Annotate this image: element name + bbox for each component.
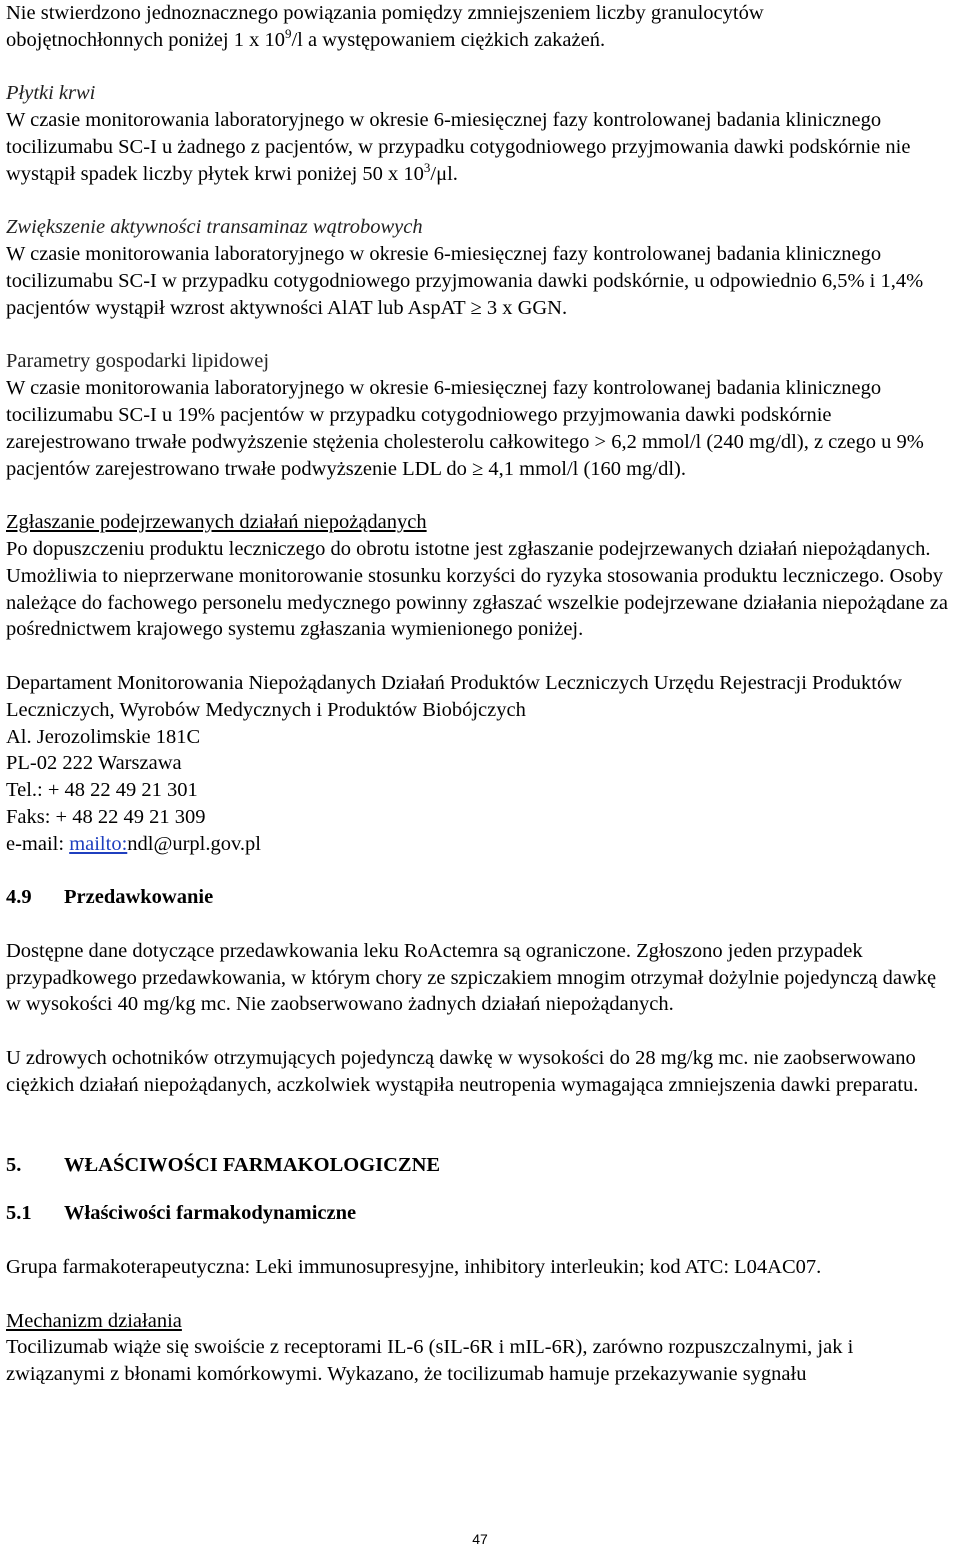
mailto-link[interactable]: mailto: [69,832,128,855]
reporting-heading: Zgłaszanie podejrzewanych działań niepożądanych [6,511,427,534]
overdose-paragraph-2: U zdrowych ochotników otrzymujących pojedynczą dawkę w wysokości do 28 mg/kg mc. nie zaobserwowano ciężkich działań niepożądanych, aczkolwiek wystąpiła neutropenia wymagająca zmniejszenia dawki preparatu. [6,1047,919,1096]
intro-line-2: obojętnochłonnych poniżej 1 x 10 [6,28,285,51]
address-fax: Faks: + 48 22 49 21 309 [6,805,206,828]
intro-exponent: 9 [284,25,292,41]
page-number: 47 [472,1531,488,1547]
lipids-heading: Parametry gospodarki lipidowej [6,350,270,373]
platelets-heading: Płytki krwi [6,82,96,105]
pharmacotherapeutic-group: Grupa farmakoterapeutyczna: Leki immunosupresyjne, inhibitory interleukin; kod ATC: L04AC07. [6,1256,822,1279]
platelets-text: W czasie monitorowania laboratoryjnego w okresie 6-miesięcznej fazy kontrolowanej badania klinicznego tocilizumabu SC-I u żadnego z pacjentów, w przypadku cotygodniowego przyjmowania dawki podskórnie nie wystąpił spadek liczby płytek krwi poniżej 50 x $10^3/\mu l$. [6,109,911,185]
section-5-1-heading: 5.1 Właściwości farmakodynamiczne [6,1202,357,1225]
reporting-text: Po dopuszczeniu produktu leczniczego do obrotu istotne jest zgłaszanie podejrzewanych działań niepożądanych. Umożliwia to nieprzerwane monitorowanie stosunku korzyści do ryzyka stosowania produktu leczniczego. Osoby należące do fachowego personelu medycznego powinny zgłaszać wszelkie podejrzewane działania niepożądane za pośrednictwem krajowego systemu zgłaszania wymienionego poniżej. [6,537,948,641]
intro-paragraph [6,0,956,54]
mechanism-heading: Mechanizm działania [6,1309,182,1332]
overdose-paragraph-1: Dostępne dane dotyczące przedawkowania leku RoActemra są ograniczone. Zgłoszono jeden przypadek przypadkowego przedawkowania, w którym chory ze szpiczakiem mnogim otrzymał dożylnie pojedynczą dawkę w wysokości 40 mg/kg mc. Nie zaobserwowano żadnych działań niepożądanych. [6,939,937,1016]
intro-line-2-end: /l a występowaniem ciężkich zakażeń. [291,28,606,51]
email-address: ndl@urpl.gov.pl [127,832,261,855]
address-email: e-mail: mailto:ndl@urpl.gov.pl [6,832,261,855]
address-street: Al. Jerozolimskie 181C [6,725,201,748]
address-city: PL-02 222 Warszawa [6,752,182,775]
section-5-heading: 5. WŁAŚCIWOŚCI FARMAKOLOGICZNE [6,1153,441,1176]
section-4-9-heading: 4.9 Przedawkowanie [6,886,214,909]
address-phone: Tel.: + 48 22 49 21 301 [6,779,198,802]
transaminases-text: W czasie monitorowania laboratoryjnego w okresie 6-miesięcznej fazy kontrolowanej badania klinicznego tocilizumabu SC-I w przypadku cotygodniowego przyjmowania dawki podskórnie, u odpowiednio 6,5% i 1,4% pacjentów wystąpił wzrost aktywności AlAT lub AspAT ≥ 3 x GGN. [6,243,924,319]
platelets-exponent: 3 [423,159,431,175]
mechanism-text: Tocilizumab wiąże się swoiście z receptorami IL-6 (sIL-6R i mIL-6R), zarówno rozpuszczalnymi, jak i związanymi z błonami komórkowymi. Wykazano, że tocilizumab hamuje przekazywanie sygnału [6,1336,854,1386]
transaminases-heading: Zwiększenie aktywności transaminaz wątrobowych [6,216,423,239]
reporting-organization: Departament Monitorowania Niepożądanych Działań Produktów Leczniczych Urzędu Rejestracji Produktów Leczniczych, Wyrobów Medycznych i Produktów Biobójczych [6,671,902,721]
intro-line-1: Nie stwierdzono jednoznacznego powiązania pomiędzy zmniejszeniem liczby granulocytów [6,2,764,24]
lipids-text: W czasie monitorowania laboratoryjnego w okresie 6-miesięcznej fazy kontrolowanej badania klinicznego tocilizumabu SC-I u 19% pacjentów w przypadku cotygodniowego przyjmowania dawki podskórnie zarejestrowano trwałe podwyższenie stężenia cholesterolu całkowitego > 6,2 mmol/l (240 mg/dl), z czego u 9% pacjentów zarejestrowano trwałe podwyższenie LDL do ≥ 4,1 mmol/l (160 mg/dl). [6,377,924,480]
document-page [6,0,956,1388]
